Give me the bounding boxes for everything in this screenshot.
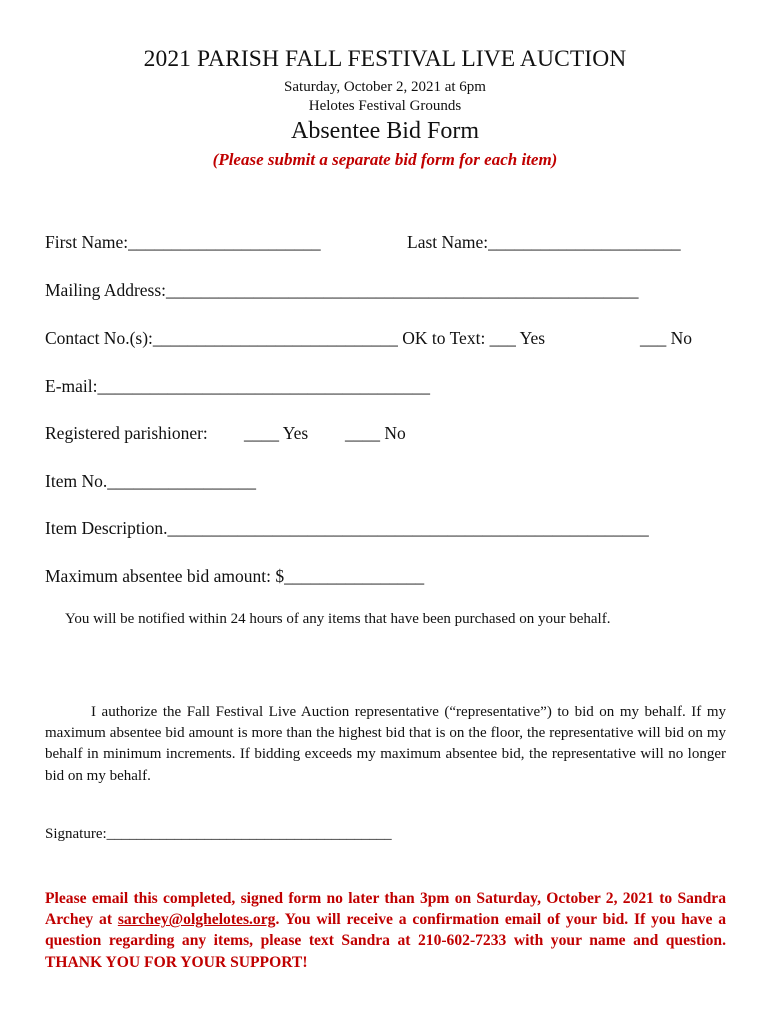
authorization-paragraph (45, 702, 726, 787)
event-location: Helotes Festival Grounds (308, 98, 462, 114)
registered-yes-option[interactable]: ____ Yes (244, 423, 309, 443)
last-name-field[interactable]: Last Name:______________________ (407, 232, 681, 252)
form-instruction: (Please submit a separate bid form for each item) (212, 150, 558, 169)
item-number-field[interactable]: Item No._________________ (45, 471, 256, 491)
ok-to-text-no-option[interactable]: ___ No (640, 328, 693, 348)
registered-parishioner-label: Registered parishioner: (45, 423, 208, 443)
email-field[interactable]: E-mail:______________________________________ (45, 376, 430, 396)
authorization-text: I authorize the Fall Festival Live Auction representative (“representative”) to bid on my behalf. If my maximum absentee bid amount is more than the highest bid that is on the floor, the representative will bid on my behalf in minimum increments. If bidding exceeds my maximum absentee bid, the representative will no longer bid on my behalf. (45, 704, 726, 784)
footer-text-1: Please email this completed, signed form no later than 3pm on Saturday, October 2, 2021 to Sandra Archey at (45, 890, 726, 929)
contact-number-field[interactable]: Contact No.(s):____________________________ OK to Text: ___ Yes (45, 328, 546, 348)
event-date: Saturday, October 2, 2021 at 6pm (284, 79, 486, 95)
mailing-address-field[interactable]: Mailing Address:______________________________________________________ (45, 280, 639, 300)
page-title: 2021 PARISH FALL FESTIVAL LIVE AUCTION (143, 46, 627, 72)
form-title: Absentee Bid Form (291, 118, 479, 144)
first-name-field[interactable]: First Name:______________________ (45, 232, 321, 252)
email-link[interactable]: sarchey@olghelotes.org (117, 911, 276, 929)
signature-field[interactable]: Signature:______________________________________ (45, 826, 392, 842)
max-bid-field[interactable]: Maximum absentee bid amount: $________________ (45, 566, 425, 586)
submission-instructions (45, 888, 726, 973)
notification-notice: You will be notified within 24 hours of any items that have been purchased on your behalf. (65, 611, 611, 627)
footer-text-2: . You will receive a confirmation email of your bid. If you have a question regarding any items, please text Sandra at 210-602-7233 with your name and question. THANK YOU FOR YOUR SUPPORT! (45, 911, 727, 971)
registered-no-option[interactable]: ____ No (345, 423, 406, 443)
item-description-field[interactable]: Item Description._______________________________________________________ (45, 518, 649, 538)
